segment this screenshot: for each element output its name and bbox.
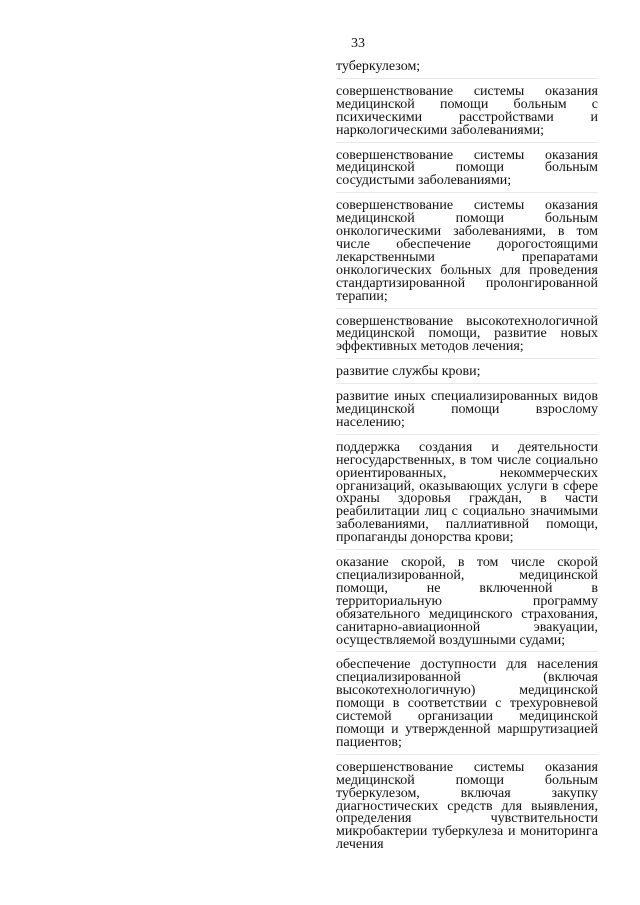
- text-column: [336, 61, 598, 863]
- list-item: совершенствование высокотехнологичной медицинской помощи, развитие новых эффективных методов лечения;: [336, 316, 598, 360]
- list-item: совершенствование системы оказания медицинской помощи больным сосудистыми заболеваниями;: [336, 150, 598, 194]
- list-item: совершенствование системы оказания медицинской помощи больным с психическими расстройствами и наркологическими заболеваниями;: [336, 86, 598, 143]
- list-item: туберкулезом;: [336, 61, 598, 79]
- list-item: обеспечение доступности для населения специализированной (включая высокотехнологичную) медицинской помощи в соответствии с трехуровневой системой организации медицинской помощи и утвержденной маршрутизацией пациентов;: [336, 659, 598, 754]
- page-number: 33: [351, 36, 365, 51]
- list-item: оказание скорой, в том числе скорой специализированной, медицинской помощи, не включенной в территориальную программу обязательного медицинского страхования, санитарно-авиационной эвакуации, осуществляемой воздушными судами;: [336, 557, 598, 652]
- list-item: совершенствование системы оказания медицинской помощи больным онкологическими заболеваниями, в том числе обеспечение дорогостоящими лекарственными препаратами онкологических больных для проведения стандартизированной пролонгированной терапии;: [336, 200, 598, 308]
- list-item: поддержка создания и деятельности негосударственных, в том числе социально ориентированных, некоммерческих организаций, оказывающих услуги в сфере охраны здоровья граждан, в части реабилитации лиц с социально значимыми заболеваниями, паллиативной помощи, пропаганды донорства крови;: [336, 442, 598, 550]
- list-item: совершенствование системы оказания медицинской помощи больным туберкулезом, включая закупку диагностических средств для выявления, определения чувствительности микробактерии туберкулеза и мониторинга лечения: [336, 759, 598, 853]
- list-item: развитие иных специализированных видов медицинской помощи взрослому населению;: [336, 391, 598, 435]
- list-item: развитие службы крови;: [336, 366, 598, 384]
